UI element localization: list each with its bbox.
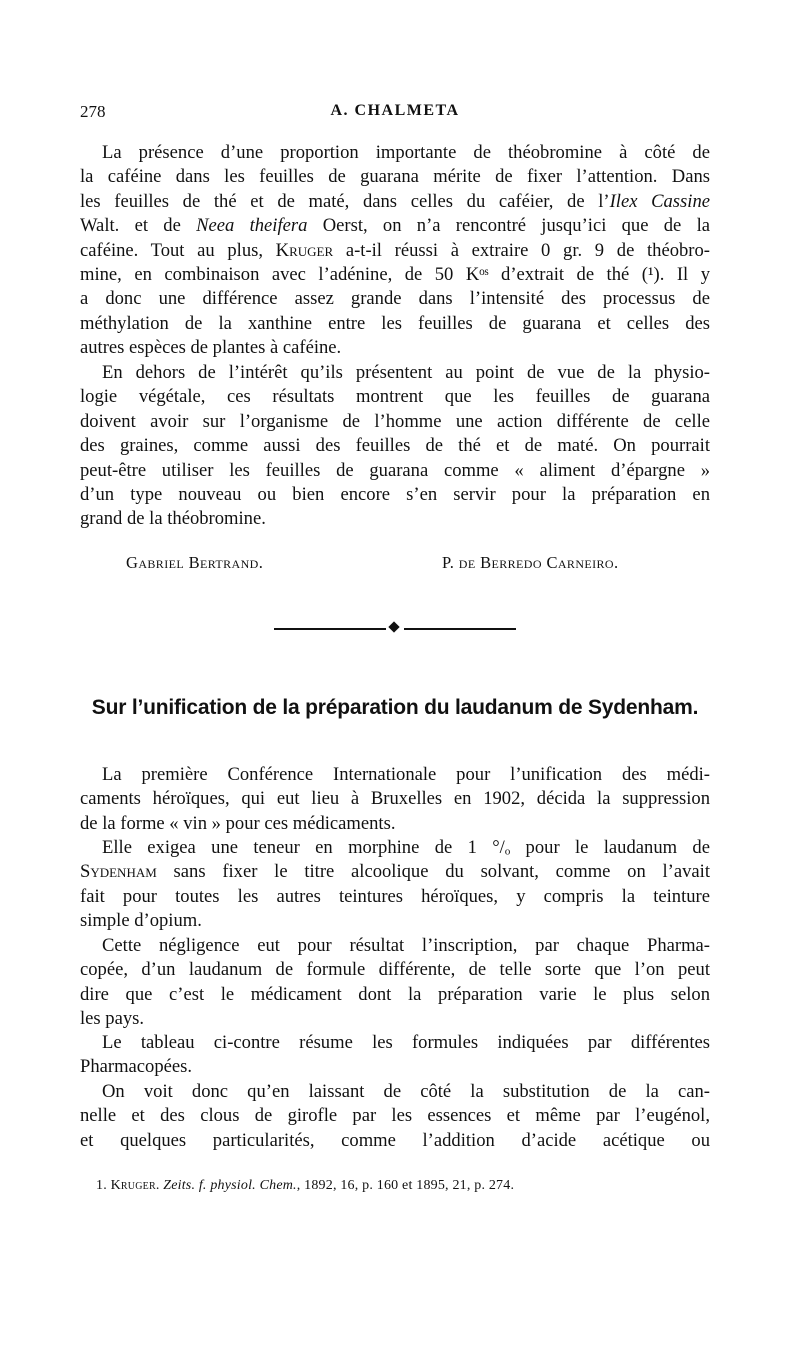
page-header: [80, 102, 710, 128]
text-line: caments héroïques, qui eut lieu à Bruxelles en 1902, décida la suppression: [80, 788, 710, 810]
text-line: nelle et des clous de girofle par les essences et même par l’eugénol,: [80, 1105, 710, 1127]
text-line: grand de la théobromine.: [80, 508, 266, 530]
text-line: En dehors de l’intérêt qu’ils présentent au point de vue de la physio-: [102, 362, 710, 383]
section-title: Sur l’unification de la préparation du laudanum de Sydenham.: [91, 696, 699, 719]
text-line: Elle exigea une teneur en morphine de 1 °/ₒ pour le laudanum de: [102, 837, 710, 858]
text-line: caféine. Tout au plus, Kruger a-t-il réussi à extraire 0 gr. 9 de théobro-: [80, 239, 710, 261]
text-line: dire que c’est le médicament dont la préparation varie le plus selon: [80, 983, 710, 1005]
text-line: des graines, comme aussi des feuilles de thé et de maté. On pourrait: [80, 435, 710, 457]
text-line: mine, en combinaison avec l’adénine, de 50 Kᵒˢ d’extrait de thé (¹). Il y: [80, 263, 710, 285]
section-divider-ornament: [274, 618, 516, 638]
species-name: Ilex Cassine: [609, 190, 710, 212]
text-line: doivent avoir sur l’organisme de l’homme une action différente de celle: [80, 410, 710, 432]
text-line: logie végétale, ces résultats montrent que les feuilles de guarana: [80, 386, 710, 408]
diamond-icon: [388, 621, 399, 632]
text-line: copée, d’un laudanum de formule différente, de telle sorte que l’on peut: [80, 959, 710, 981]
text-line: simple d’opium.: [80, 910, 202, 932]
signature-carneiro: P. de Berredo Carneiro.: [442, 553, 619, 572]
text-line: a donc une différence assez grande dans l’intensité des processus de: [80, 288, 710, 310]
signature-bertrand: Gabriel Bertrand.: [126, 553, 264, 572]
text-line: Sydenham sans fixer le titre alcoolique du solvant, comme on l’avait: [80, 861, 710, 883]
text-line: les feuilles de thé et de maté, dans celles du caféier, de l’Ilex Cassine: [80, 190, 710, 212]
text-line: de la forme « vin » pour ces médicaments.: [80, 812, 396, 834]
page-number: 278: [80, 102, 106, 121]
text-line: la caféine dans les feuilles de guarana mérite de fixer l’attention. Dans: [80, 166, 710, 188]
author-name: Sydenham: [80, 861, 157, 883]
paragraph-negligence: [80, 934, 710, 1032]
footnote-journal: Zeits. f. physiol. Chem.: [163, 1178, 297, 1193]
paragraph-physiology: [80, 361, 710, 532]
footnote-author: Kruger: [110, 1178, 156, 1193]
text-line: Pharmacopées.: [80, 1056, 193, 1078]
paragraph-conference: [80, 763, 710, 836]
paragraph-morphine: [80, 836, 710, 934]
text-line: La première Conférence Internationale pour l’unification des médi-: [102, 764, 710, 785]
signatures: [80, 553, 710, 579]
divider-rule-left: [274, 628, 386, 630]
divider-rule-right: [404, 628, 516, 630]
text-line: d’un type nouveau ou bien encore s’en servir pour la préparation en: [80, 483, 710, 505]
paragraph-conclusion: [80, 1080, 710, 1153]
text-line: peut-être utiliser les feuilles de guarana comme « aliment d’épargne »: [80, 459, 710, 481]
footnote-reference: , 1892, 16, p. 160 et 1895, 21, p. 274.: [296, 1178, 515, 1193]
footnote-number: 1.: [96, 1178, 111, 1193]
text-line: méthylation de la xanthine entre les feuilles de guarana et celles des: [80, 312, 710, 334]
paragraph-table: [80, 1031, 710, 1080]
text-line: On voit donc qu’en laissant de côté la substitution de la can-: [102, 1081, 710, 1102]
species-name: Neea theifera: [196, 215, 308, 237]
text-line: autres espèces de plantes à caféine.: [80, 337, 342, 359]
text-line: Le tableau ci-contre résume les formules indiquées par différentes: [102, 1032, 710, 1053]
running-head: A. CHALMETA: [330, 102, 460, 119]
paragraph-guarana-theobromine: [80, 141, 710, 361]
text-line: fait pour toutes les autres teintures héroïques, y compris la teinture: [80, 885, 710, 907]
text-line: et quelques particularités, comme l’addition d’acide acétique ou: [80, 1129, 710, 1151]
text-line: Cette négligence eut pour résultat l’inscription, par chaque Pharma-: [102, 935, 710, 956]
author-name: Kruger: [275, 239, 334, 261]
footnote: 1. Kruger. Zeits. f. physiol. Chem., 1892, 16, p. 160 et 1895, 21, p. 274.: [96, 1178, 515, 1193]
text-line: La présence d’une proportion importante de théobromine à côté de: [102, 142, 710, 163]
text-line: Walt. et de Neea theifera Oerst, on n’a rencontré jusqu’ici que de la: [80, 215, 711, 237]
text-line: les pays.: [80, 1008, 145, 1030]
